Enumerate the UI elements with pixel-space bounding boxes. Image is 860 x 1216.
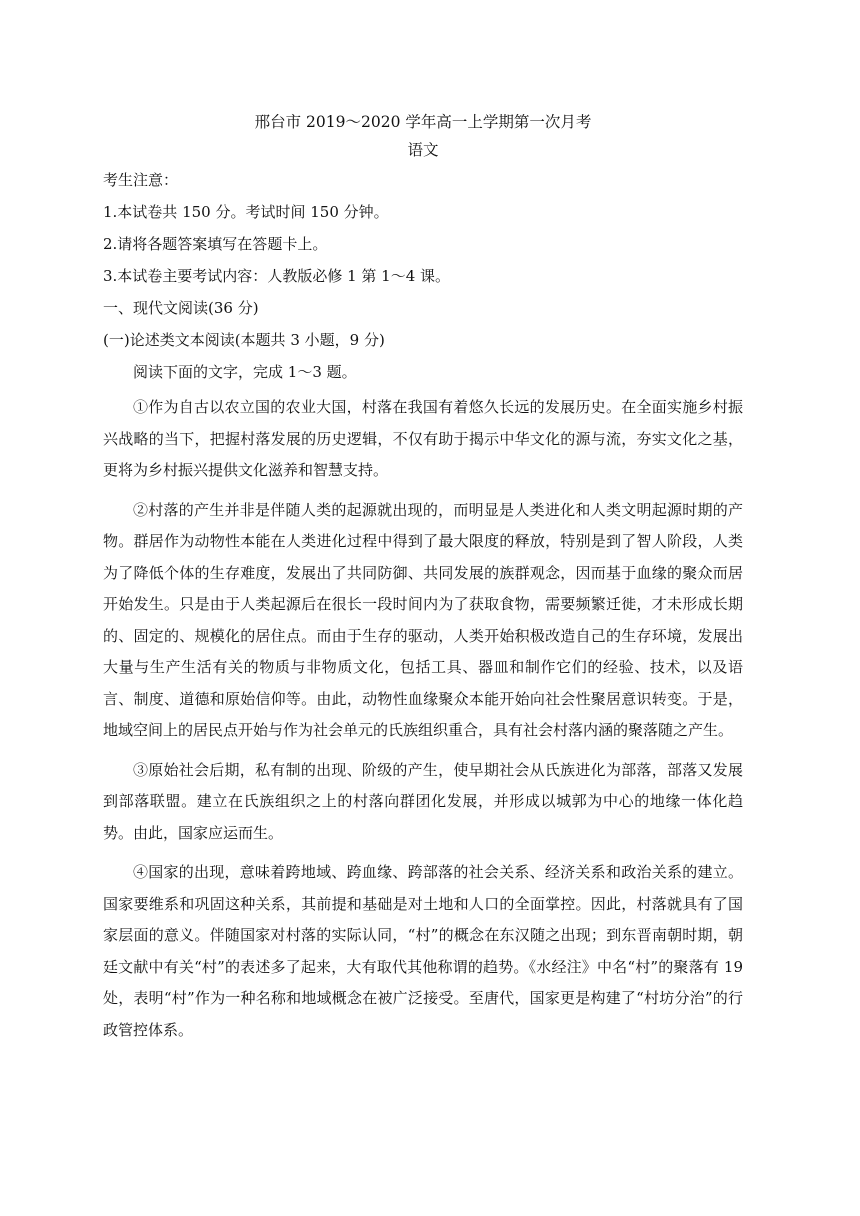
notice-heading: 考生注意： — [103, 171, 179, 189]
document-content — [103, 110, 743, 1046]
reading-paragraph-3: ③原始社会后期，私有制的出现、阶级的产生，使早期社会从氏族进化为部落，部落又发展到部落联盟。建立在氏族组织之上的村落向群团化发展，并形成以城郭为中心的地缘一体化趋势。由此，国家应运而生。 — [103, 760, 743, 842]
instruction-item: 3.本试卷主要考试内容：人教版必修 1 第 1～4 课。 — [103, 267, 451, 285]
instruction-item: 1.本试卷共 150 分。考试时间 150 分钟。 — [103, 203, 389, 221]
instruction-item: 2.请将各题答案填写在答题卡上。 — [103, 235, 328, 253]
reading-paragraph-1: ①作为自古以农立国的农业大国，村落在我国有着悠久长远的发展历史。在全面实施乡村振兴战略的当下，把握村落发展的历史逻辑，不仅有助于揭示中华文化的源与流，夯实文化之基，更将为乡村振兴提供文化滋养和智慧支持。 — [103, 398, 743, 479]
section-heading: 一、现代文阅读(36 分) — [103, 299, 259, 317]
exam-title: 邢台市 2019～2020 学年高一上学期第一次月考 — [254, 113, 592, 131]
subject-title: 语文 — [407, 141, 439, 159]
reading-paragraph-4: ④国家的出现，意味着跨地域、跨血缘、跨部落的社会关系、经济关系和政治关系的建立。国家要维系和巩固这种关系，其前提和基础是对土地和人口的全面掌控。因此，村落就具有了国家层面的意义。伴随国家对村落的实际认同，“村”的概念在东汉随之出现；到东晋南朝时期，朝廷文献中有关“村”的表述多了起来，大有取代其他称谓的趋势。《水经注》中名“村”的聚落有 19 处，表明“村”作为一种名称和地域概念在被广泛接受。至唐代，国家更是构建了“村坊分治”的行政管控体系。 — [103, 863, 743, 1039]
subsection-heading: (一)论述类文本阅读(本题共 3 小题，9 分) — [103, 331, 385, 349]
reading-paragraph-2: ②村落的产生并非是伴随人类的起源就出现的，而明显是人类进化和人类文明起源时期的产物。群居作为动物性本能在人类进化过程中得到了最大限度的释放，特别是到了智人阶段，人类为了降低个体的生存难度，发展出了共同防御、共同发展的族群观念，因而基于血缘的聚众而居开始发生。只是由于人类起源后在很长一段时间内为了获取食物，需要频繁迁徙，才未形成长期的、固定的、规模化的居住点。而由于生存的驱动，人类开始积极改造自己的生存环境，发展出大量与生产生活有关的物质与非物质文化，包括工具、器皿和制作它们的经验、技术，以及语言、制度、道德和原始信仰等。由此，动物性血缘聚众本能开始向社会性聚居意识转变。于是，地域空间上的居民点开始与作为社会单元的氏族组织重合，具有社会村落内涵的聚落随之产生。 — [103, 500, 743, 739]
reading-prompt: 阅读下面的文字，完成 1～3 题。 — [133, 363, 357, 381]
